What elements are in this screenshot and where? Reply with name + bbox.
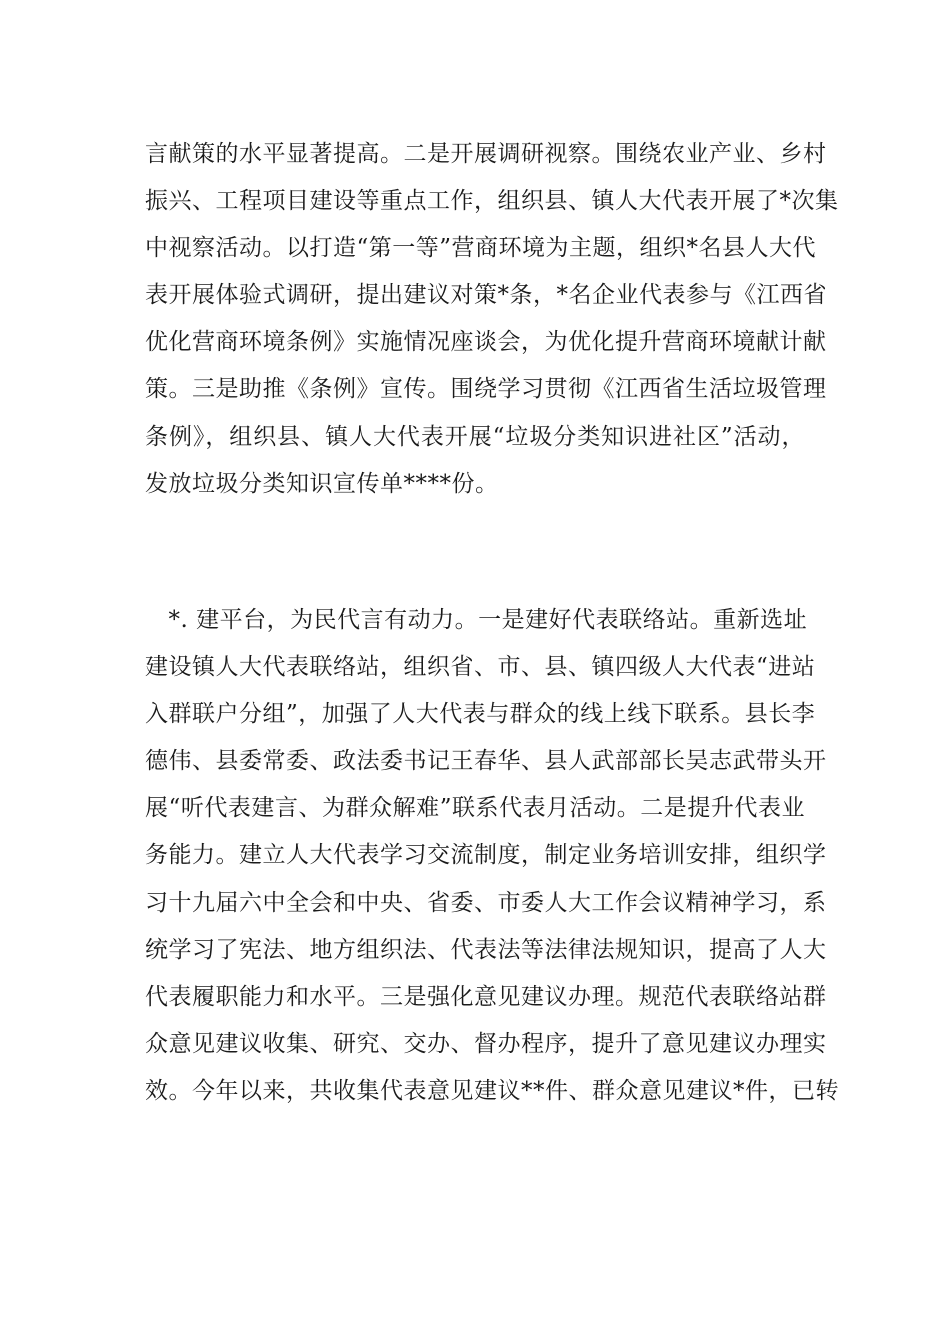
text-line: 建设镇人大代表联络站，组织省、市、县、镇四级人大代表“进站 bbox=[145, 654, 816, 681]
text-line: 策。三是助推《条例》宣传。围绕学习贯彻《江西省生活垃圾管理 bbox=[145, 376, 827, 403]
text-line: 统学习了宪法、地方组织法、代表法等法律法规知识，提高了人大 bbox=[145, 936, 827, 963]
paragraph-2 bbox=[145, 597, 839, 1115]
text-line: 发放垃圾分类知识宣传单****份。 bbox=[145, 470, 499, 497]
text-line: 表开展体验式调研，提出建议对策*条，*名企业代表参与《江西省 bbox=[145, 282, 827, 309]
text-line: 展“听代表建言、为群众解难”联系代表月活动。二是提升代表业 bbox=[145, 795, 805, 822]
text-line: 条例》，组织县、镇人大代表开展“垃圾分类知识进社区”活动， bbox=[145, 423, 805, 450]
text-line: 入群联户分组”，加强了人大代表与群众的线上线下联系。县长李 bbox=[145, 701, 816, 728]
paragraph-1 bbox=[145, 131, 839, 508]
text-line: 习十九届六中全会和中央、省委、市委人大工作会议精神学习，系 bbox=[145, 889, 827, 916]
text-line: 言献策的水平显著提高。二是开展调研视察。围绕农业产业、乡村 bbox=[145, 141, 827, 167]
text-line: 效。今年以来，共收集代表意见建议**件、群众意见建议*件，已转 bbox=[145, 1077, 839, 1104]
text-line: 振兴、工程项目建设等重点工作，组织县、镇人大代表开展了*次集 bbox=[145, 188, 839, 215]
text-line: 优化营商环境条例》实施情况座谈会，为优化提升营商环境献计献 bbox=[145, 329, 827, 356]
text-line: 众意见建议收集、研究、交办、督办程序，提升了意见建议办理实 bbox=[145, 1030, 827, 1057]
text-line: 代表履职能力和水平。三是强化意见建议办理。规范代表联络站群 bbox=[145, 983, 827, 1010]
text-line: 务能力。建立人大代表学习交流制度，制定业务培训安排，组织学 bbox=[145, 842, 827, 869]
text-line: 中视察活动。以打造“第一等”营商环境为主题，组织*名县人大代 bbox=[145, 235, 817, 262]
text-line: *. 建平台，为民代言有动力。一是建好代表联络站。重新选址 bbox=[145, 607, 808, 633]
text-line: 德伟、县委常委、政法委书记王春华、县人武部部长吴志武带头开 bbox=[145, 748, 827, 775]
